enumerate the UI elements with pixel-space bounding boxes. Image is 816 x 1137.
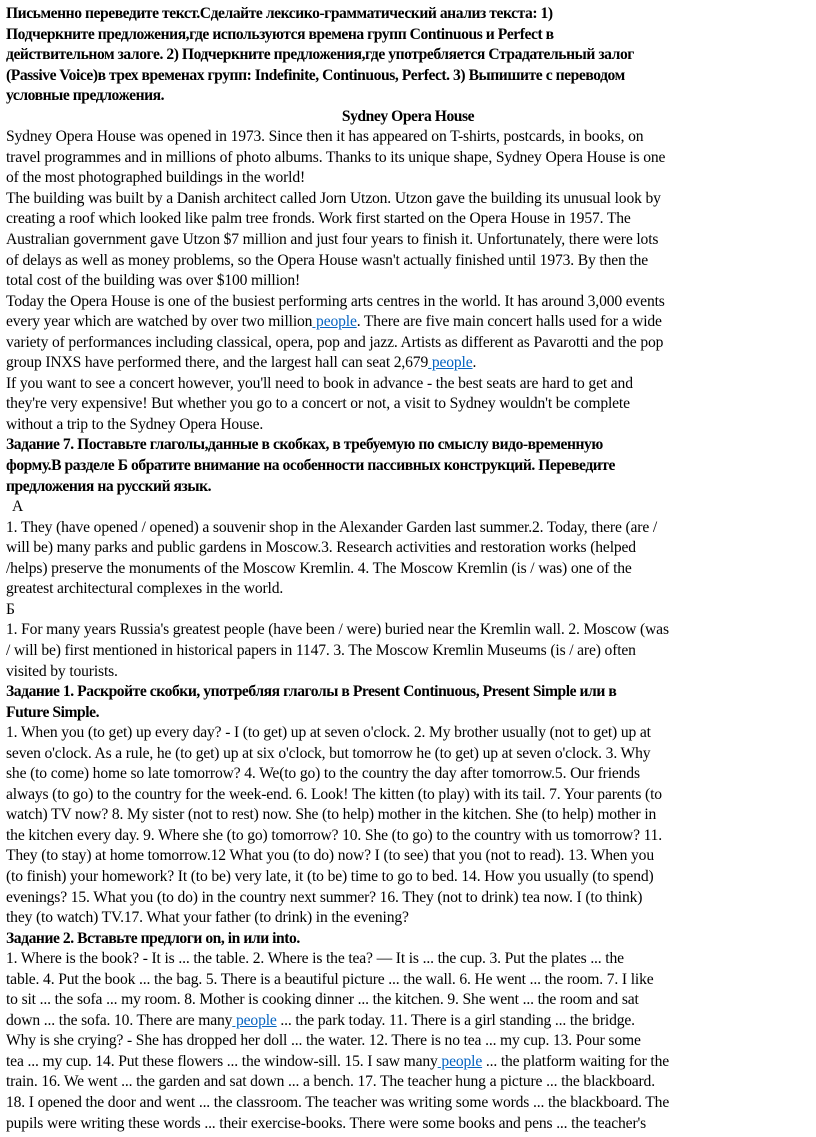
text-line bbox=[6, 127, 810, 148]
text-line bbox=[6, 168, 810, 189]
text-span: train. 16. We went ... the garden and sat down ... a bench. 17. The teacher hung a picture ... the blackboard. bbox=[6, 1073, 655, 1091]
heading-line bbox=[6, 682, 810, 703]
text-line bbox=[6, 394, 810, 415]
text-span: down ... the sofa. 10. There are many bbox=[6, 1011, 233, 1029]
heading-line bbox=[6, 66, 810, 87]
text-span: Б bbox=[6, 600, 15, 618]
text-span: visited by tourists. bbox=[6, 662, 118, 680]
text-span: she (to come) home so late tomorrow? 4. We(to go) to the country the day after tomorrow.5. Our friends bbox=[6, 765, 640, 783]
text-line bbox=[6, 805, 810, 826]
text-span: А bbox=[12, 498, 24, 516]
text-span: ... the park today. 11. There is a girl standing ... the bridge. bbox=[276, 1011, 635, 1029]
text-span: table. 4. Put the book ... the bag. 5. There is a beautiful picture ... the wall. 6. He went ... the room. 7. I like bbox=[6, 970, 654, 988]
text-span: ... the platform waiting for the bbox=[482, 1052, 669, 1070]
text-span: variety of performances including classical, opera, pop and jazz. Artists as different as Pavarotti and the pop bbox=[6, 333, 664, 351]
text-line bbox=[6, 271, 810, 292]
text-line bbox=[6, 826, 810, 847]
heading-line bbox=[6, 45, 810, 66]
people-link[interactable]: people bbox=[437, 1052, 483, 1070]
text-span: Sydney Opera House was opened in 1973. Since then it has appeared on T-shirts, postcards, in books, on bbox=[6, 128, 644, 146]
text-line bbox=[6, 949, 810, 970]
text-span: every year which are watched by over two million bbox=[6, 313, 313, 331]
text-line bbox=[6, 538, 810, 559]
text-line bbox=[6, 374, 810, 395]
text-span: They (to stay) at home tomorrow.12 What you (to do) now? I (to see) that you (not to read). 13. When you bbox=[6, 847, 654, 865]
text-line bbox=[6, 559, 810, 580]
heading-line bbox=[6, 86, 810, 107]
text-line bbox=[6, 867, 810, 888]
text-span: evenings? 15. What you (to do) in the country next summer? 16. They (not to drink) tea now. I (to think) bbox=[6, 888, 643, 906]
heading-line bbox=[6, 456, 810, 477]
text-line bbox=[6, 620, 810, 641]
heading-line bbox=[6, 477, 810, 498]
text-line bbox=[6, 230, 810, 251]
text-span: предложения на русский язык. bbox=[6, 477, 212, 495]
text-span: without a trip to the Sydney Opera House. bbox=[6, 415, 264, 433]
text-line bbox=[6, 1052, 810, 1073]
text-span: group INXS have performed there, and the largest hall can seat 2,679 bbox=[6, 354, 429, 372]
text-span: 1. When you (to get) up every day? - I (to get) up at seven o'clock. 2. My brother usually (not to get) up at bbox=[6, 724, 651, 742]
text-line bbox=[6, 415, 810, 436]
text-span: travel programmes and in millions of photo albums. Thanks to its unique shape, Sydney Opera House is one bbox=[6, 148, 666, 166]
text-line bbox=[6, 662, 810, 683]
text-span: they're very expensive! But whether you go to a concert or not, a visit to Sydney wouldn't be complete bbox=[6, 395, 630, 413]
text-line bbox=[6, 764, 810, 785]
text-line bbox=[6, 292, 810, 313]
text-line bbox=[6, 148, 810, 169]
heading-line bbox=[6, 107, 810, 128]
heading-line bbox=[6, 4, 810, 25]
text-span: to sit ... the sofa ... my room. 8. Mother is cooking dinner ... the kitchen. 9. She went ... the room and sat bbox=[6, 991, 639, 1009]
text-line bbox=[6, 785, 810, 806]
text-span: pupils were writing these words ... their exercise-books. There were some books and pens ... the teacher's bbox=[6, 1114, 647, 1132]
people-link[interactable]: people bbox=[232, 1011, 277, 1029]
text-span: . There are five main concert halls used for a wide bbox=[356, 313, 662, 331]
text-line bbox=[6, 641, 810, 662]
text-span: total cost of the building was over $100 million! bbox=[6, 272, 301, 290]
text-span: 1. They (have opened / opened) a souvenir shop in the Alexander Garden last summer.2. Today, there (are / bbox=[6, 518, 658, 536]
text-span: If you want to see a concert however, you'll need to book in advance - the best seats are hard to get and bbox=[6, 374, 633, 392]
text-span: Future Simple. bbox=[6, 703, 100, 721]
text-span: Sydney Opera House bbox=[341, 107, 475, 125]
text-span: of delays as well as money problems, so the Opera House wasn't actually finished until 1973. By then the bbox=[6, 251, 649, 269]
heading-line bbox=[6, 929, 810, 950]
people-link[interactable]: people bbox=[312, 313, 357, 331]
text-line bbox=[6, 1114, 810, 1135]
text-span: 1. Where is the book? - It is ... the table. 2. Where is the tea? — It is ... the cup. 3. Put the plates ... the bbox=[6, 950, 624, 968]
text-span: Письменно переведите текст.Сделайте лексико-грамматический анализ текста: 1) bbox=[6, 5, 553, 22]
text-line bbox=[6, 333, 810, 354]
text-span: Подчеркните предложения,где используются времена групп Continuous и Perfect в bbox=[6, 25, 554, 43]
text-line bbox=[6, 888, 810, 909]
text-line bbox=[6, 908, 810, 929]
text-line bbox=[6, 518, 810, 539]
text-line bbox=[6, 1093, 810, 1114]
text-span: . bbox=[472, 354, 477, 372]
text-line bbox=[6, 846, 810, 867]
text-line bbox=[6, 744, 810, 765]
text-line bbox=[6, 1031, 810, 1052]
text-line bbox=[6, 990, 810, 1011]
text-span: they (to watch) TV.17. What your father (to drink) in the evening? bbox=[6, 909, 409, 927]
text-span: greatest architectural complexes in the world. bbox=[6, 580, 284, 598]
text-line bbox=[6, 970, 810, 991]
text-span: tea ... my cup. 14. Put these flowers ... the window-sill. 15. I saw many bbox=[6, 1052, 438, 1070]
text-span: Australian government gave Utzon $7 million and just four years to finish it. Unfortunately, there were lots bbox=[6, 231, 659, 249]
text-span: действительном залоге. 2) Подчеркните предложения,где употребляется Страдательный залог bbox=[6, 46, 634, 64]
text-span: Today the Opera House is one of the busiest performing arts centres in the world. It has around 3,000 events bbox=[6, 292, 665, 310]
text-span: Задание 7. Поставьте глаголы,данные в скобках, в требуемую по смыслу видо-временную bbox=[6, 436, 603, 454]
text-line bbox=[6, 497, 810, 518]
heading-line bbox=[6, 25, 810, 46]
text-line bbox=[6, 600, 810, 621]
text-line bbox=[6, 1072, 810, 1093]
text-line bbox=[6, 251, 810, 272]
text-line bbox=[6, 209, 810, 230]
text-line bbox=[6, 579, 810, 600]
people-link[interactable]: people bbox=[428, 354, 473, 372]
text-span: / will be) first mentioned in historical papers in 1147. 3. The Moscow Kremlin Museums (is / are) often bbox=[6, 641, 636, 659]
heading-line bbox=[6, 435, 810, 456]
text-span: of the most photographed buildings in the world! bbox=[6, 169, 306, 187]
text-span: 18. I opened the door and went ... the classroom. The teacher was writing some words ... the blackboard. The bbox=[6, 1093, 670, 1111]
text-span: Задание 1. Раскройте скобки, употребляя глаголы в Present Continuous, Present Simple или в bbox=[6, 683, 617, 701]
text-span: creating a roof which looked like palm tree fronds. Work first started on the Opera House in 1957. The bbox=[6, 210, 631, 228]
text-span: (Passive Voice)в трех временах групп: Indefinite, Continuous, Perfect. 3) Выпишите с переводом bbox=[6, 66, 625, 84]
text-span: Задание 2. Вставьте предлоги on, in или into. bbox=[6, 929, 300, 947]
text-span: 1. For many years Russia's greatest people (have been / were) buried near the Kremlin wall. 2. Moscow (was bbox=[6, 621, 669, 639]
text-span: /helps) preserve the monuments of the Moscow Kremlin. 4. The Moscow Kremlin (is / was) one of the bbox=[6, 559, 632, 577]
text-span: seven o'clock. As a rule, he (to get) up at six o'clock, but tomorrow he (to get) up at seven o'clock. 3. Why bbox=[6, 744, 651, 762]
text-span: условные предложения. bbox=[6, 87, 165, 105]
text-line bbox=[6, 723, 810, 744]
text-line bbox=[6, 353, 810, 374]
text-span: always (to go) to the country for the week-end. 6. Look! The kitten (to play) with its tail. 7. Your parents (to bbox=[6, 785, 662, 803]
text-span: the kitchen every day. 9. Where she (to go) tomorrow? 10. She (to go) to the country with us tomorrow? 11. bbox=[6, 826, 663, 844]
text-span: (to finish) your homework? It (to be) very late, it (to be) time to go to bed. 14. How you usually (to spend) bbox=[6, 867, 654, 885]
text-line bbox=[6, 312, 810, 333]
text-span: will be) many parks and public gardens in Moscow.3. Research activities and restoration works (helped bbox=[6, 539, 636, 557]
text-line bbox=[6, 189, 810, 210]
text-span: форму.В разделе Б обратите внимание на особенности пассивных конструкций. Переведите bbox=[6, 457, 615, 475]
text-span: watch) TV now? 8. My sister (not to rest) now. She (to help) mother in the kitchen. She (to help) mother in bbox=[6, 806, 657, 824]
text-span: The building was built by a Danish architect called Jorn Utzon. Utzon gave the building its unusual look by bbox=[6, 189, 661, 207]
text-line bbox=[6, 1011, 810, 1032]
text-span: Why is she crying? - She has dropped her doll ... the water. 12. There is no tea ... my cup. 13. Pour some bbox=[6, 1032, 641, 1050]
heading-line bbox=[6, 703, 810, 724]
